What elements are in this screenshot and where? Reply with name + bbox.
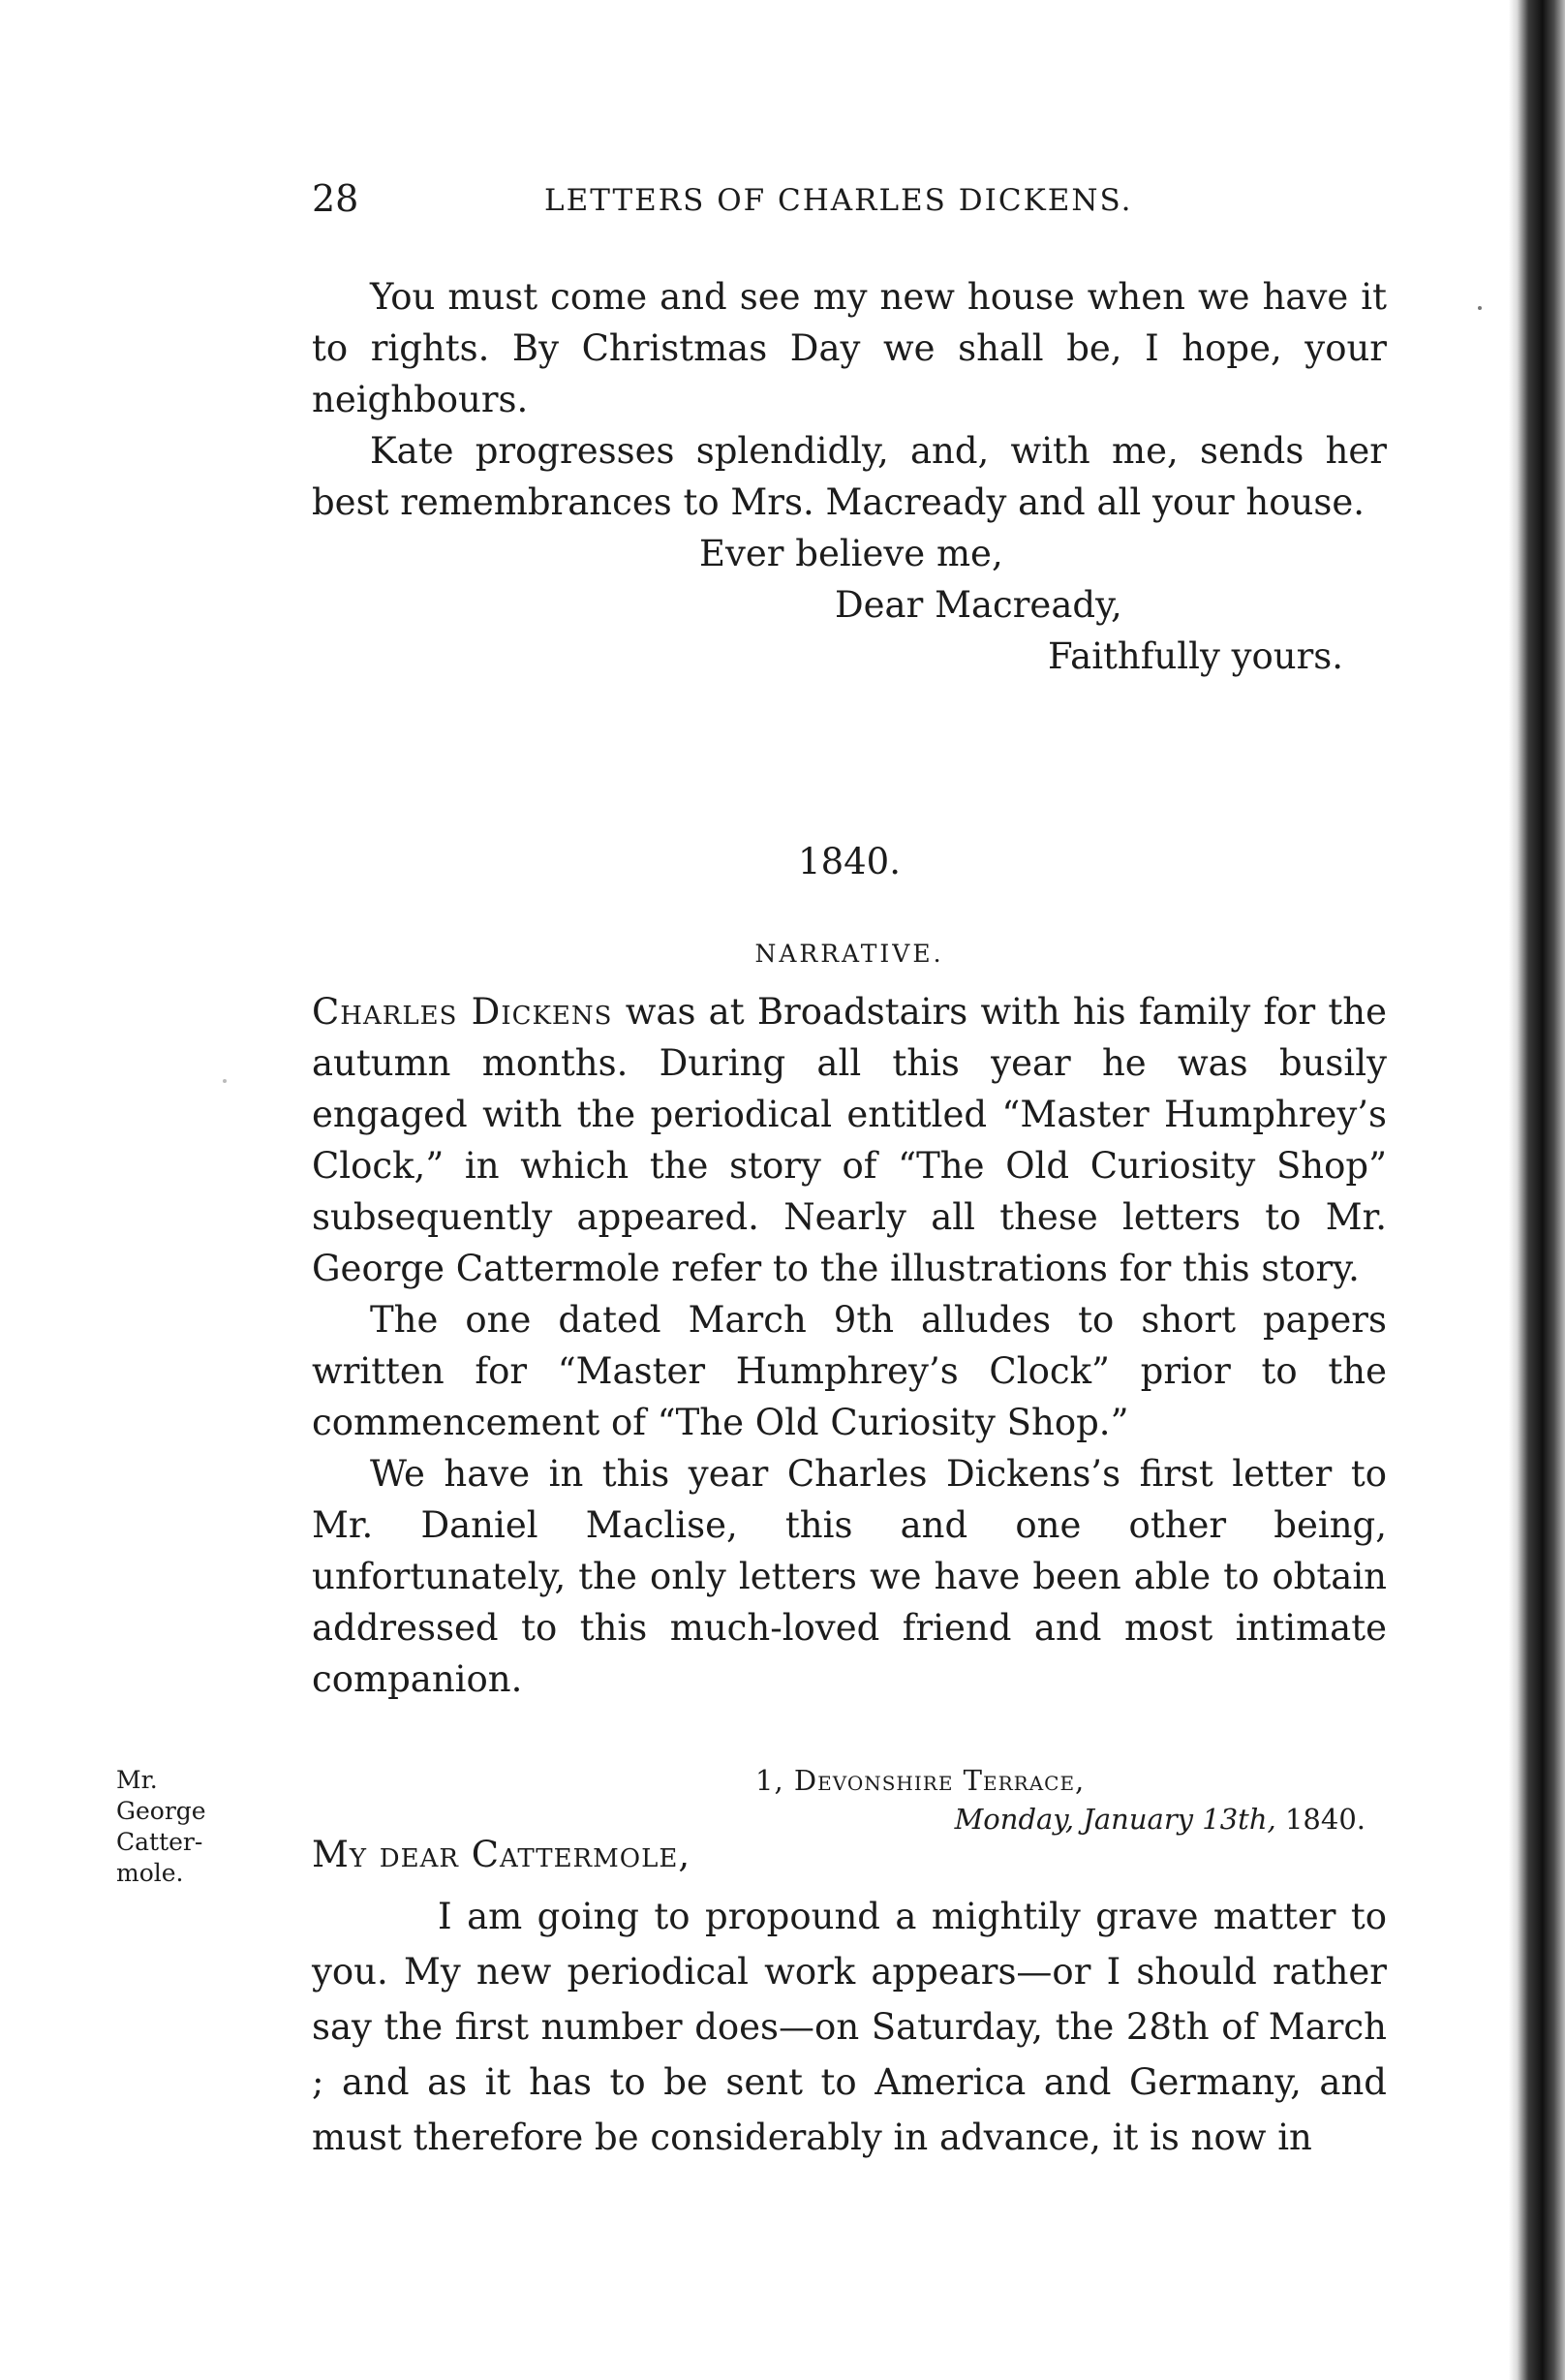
letter-body [312,1889,1387,2165]
margin-note-line: Catter- [116,1828,203,1856]
date-year: 1840. [1275,1803,1366,1836]
date-day: Monday, January 13th, [954,1803,1276,1836]
letter-ending [312,271,1387,682]
page-number: 28 [312,177,359,220]
narrative-name: Charles Dickens [312,991,613,1033]
date-line [755,1800,1375,1839]
section-label: NARRATIVE. [754,940,944,968]
running-title: LETTERS OF CHARLES DICKENS. [544,183,1133,218]
letter-body-paragraph: I am going to propound a mightily grave matter to you. My new periodical work appears—or I should rather say the first number does—on Saturday, the 28th of March ; and as it has to be sent to America and Germany, and must therefore be considerably in advance, it is now in [312,1896,1387,2158]
closing-line: Faithfully yours. [1048,635,1344,677]
page-edge-shadow [1509,0,1565,2380]
narrative-paragraph: We have in this year Charles Dickens’s first letter to Mr. Daniel Maclise, this and one other being, unfortunately, the only letters we have been able to obtain addressed to this much-loved friend and most intimate companion. [312,1453,1387,1700]
margin-note [116,1765,281,1889]
narrative-text [312,986,1387,1705]
letter-paragraph: Kate progresses splendidly, and, with me, sends her best remembrances to Mrs. Macready and all your house. [312,430,1387,523]
narrative-text-run: was at Broadstairs with his family for the autumn months. During all this year he was busily engaged with the periodical entitled “Master Humphrey’s Clock,” in which the story of “The Old Curiosity Shop” subsequently appeared. Nearly all these letters to Mr. George Cattermole refer to the illustrations for this story. [312,991,1387,1289]
speck [223,1079,227,1083]
narrative-paragraph [312,986,1387,1294]
margin-note-line: George [116,1797,206,1825]
narrative-paragraph: The one dated March 9th alludes to short papers written for “Master Humphrey’s Clock” prior to the commencement of “The Old Curiosity Shop.” [312,1299,1387,1443]
section-year: 1840. [798,841,901,882]
address-line: 1, Devonshire Terrace, [755,1764,1086,1797]
closing-line: Dear Macready, [835,584,1122,626]
salutation: My dear Cattermole, [312,1834,691,1875]
letter-address [755,1761,1375,1839]
closing-line: Ever believe me, [699,533,1003,574]
margin-note-line: Mr. [116,1766,158,1794]
page-header [312,177,1387,235]
letter-paragraph: You must come and see my new house when we have it to rights. By Christmas Day we shall be, I hope, your neighbours. [312,276,1387,420]
speck [1478,306,1482,310]
margin-note-line: mole. [116,1859,184,1887]
